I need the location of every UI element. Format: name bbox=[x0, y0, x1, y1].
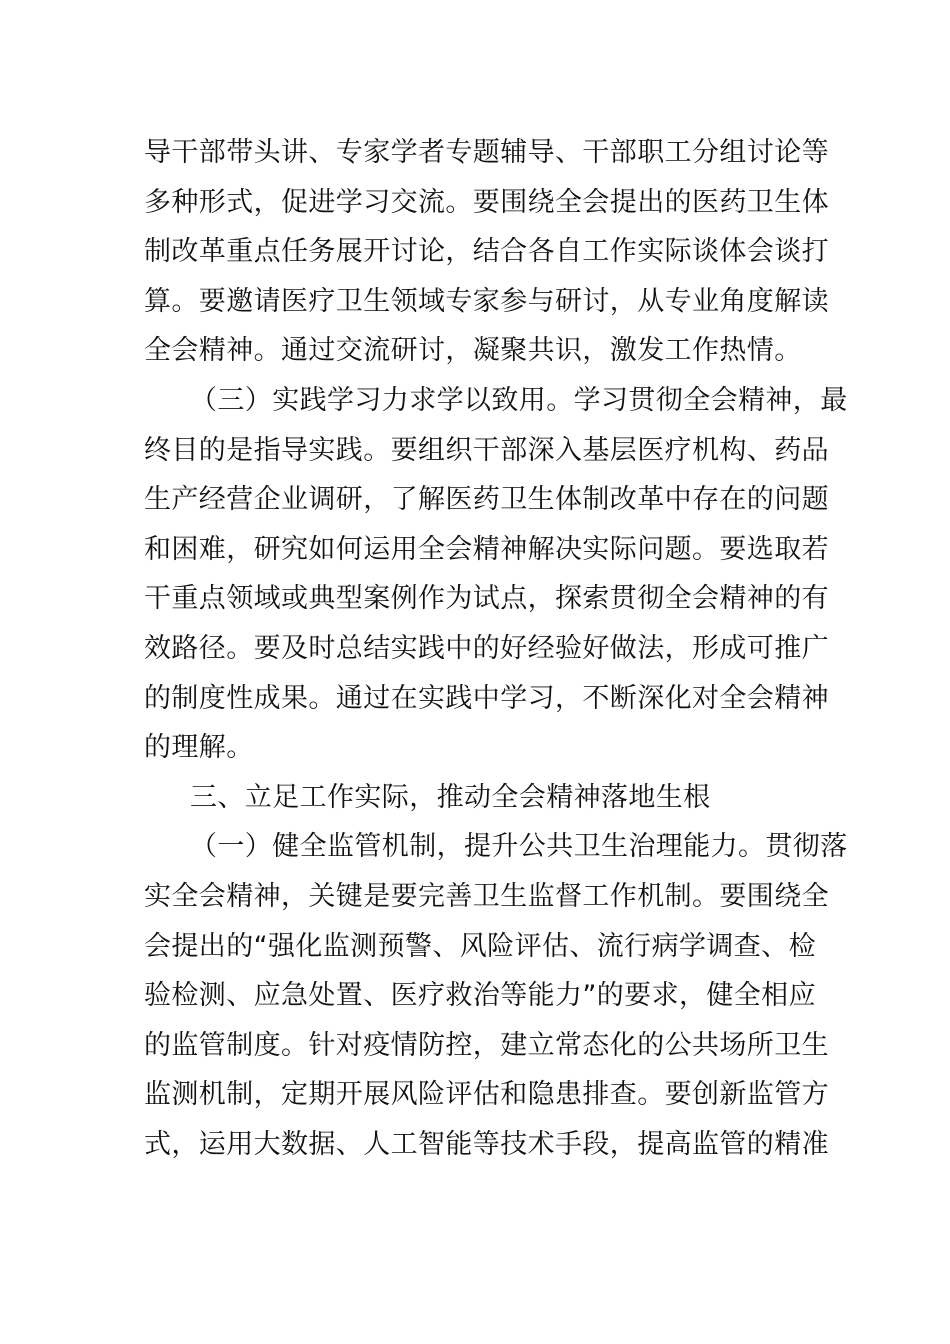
text-line-9: 和困难，研究如何运用全会精神解决实际问题。要选取若 bbox=[144, 533, 829, 565]
text-line-7: 终目的是指导实践。要组织干部深入基层医疗机构、药品 bbox=[144, 434, 829, 466]
text-line-1: 导干部带头讲、专家学者专题辅导、干部职工分组讨论等 bbox=[144, 137, 829, 168]
text-line-15: （一）健全监管机制，提升公共卫生治理能力。贯彻落 bbox=[190, 831, 848, 863]
text-line-21: 式，运用大数据、人工智能等技术手段，提高监管的精准 bbox=[144, 1128, 829, 1160]
body-text bbox=[144, 128, 848, 1169]
text-line-11: 效路径。要及时总结实践中的好经验好做法，形成可推广 bbox=[144, 632, 829, 664]
text-line-6: （三）实践学习力求学以致用。学习贯彻全会精神，最 bbox=[190, 384, 848, 416]
text-line-18: 验检测、应急处置、医疗救治等能力”的要求，健全相应 bbox=[144, 980, 816, 1012]
text-line-2: 多种形式，促进学习交流。要围绕全会提出的医药卫生体 bbox=[144, 186, 829, 218]
section-heading: 三、立足工作实际，推动全会精神落地生根 bbox=[190, 781, 711, 813]
text-line-10: 干重点领域或典型案例作为试点，探索贯彻全会精神的有 bbox=[144, 583, 829, 615]
text-line-3: 制改革重点任务展开讨论，结合各自工作实际谈体会谈打 bbox=[144, 236, 829, 268]
text-line-17: 会提出的“强化监测预警、风险评估、流行病学调查、检 bbox=[144, 930, 816, 962]
text-line-8: 生产经营企业调研，了解医药卫生体制改革中存在的问题 bbox=[144, 484, 829, 516]
text-line-20: 监测机制，定期开展风险评估和隐患排查。要创新监管方 bbox=[144, 1079, 829, 1111]
text-line-13: 的理解。 bbox=[144, 732, 254, 764]
text-line-16: 实全会精神，关键是要完善卫生监督工作机制。要围绕全 bbox=[144, 880, 829, 912]
text-line-19: 的监管制度。针对疫情防控，建立常态化的公共场所卫生 bbox=[144, 1029, 829, 1061]
text-line-12: 的制度性成果。通过在实践中学习，不断深化对全会精神 bbox=[144, 682, 829, 714]
text-line-4: 算。要邀请医疗卫生领域专家参与研讨，从专业角度解读 bbox=[144, 285, 829, 317]
text-line-5: 全会精神。通过交流研讨，凝聚共识，激发工作热情。 bbox=[144, 335, 802, 367]
